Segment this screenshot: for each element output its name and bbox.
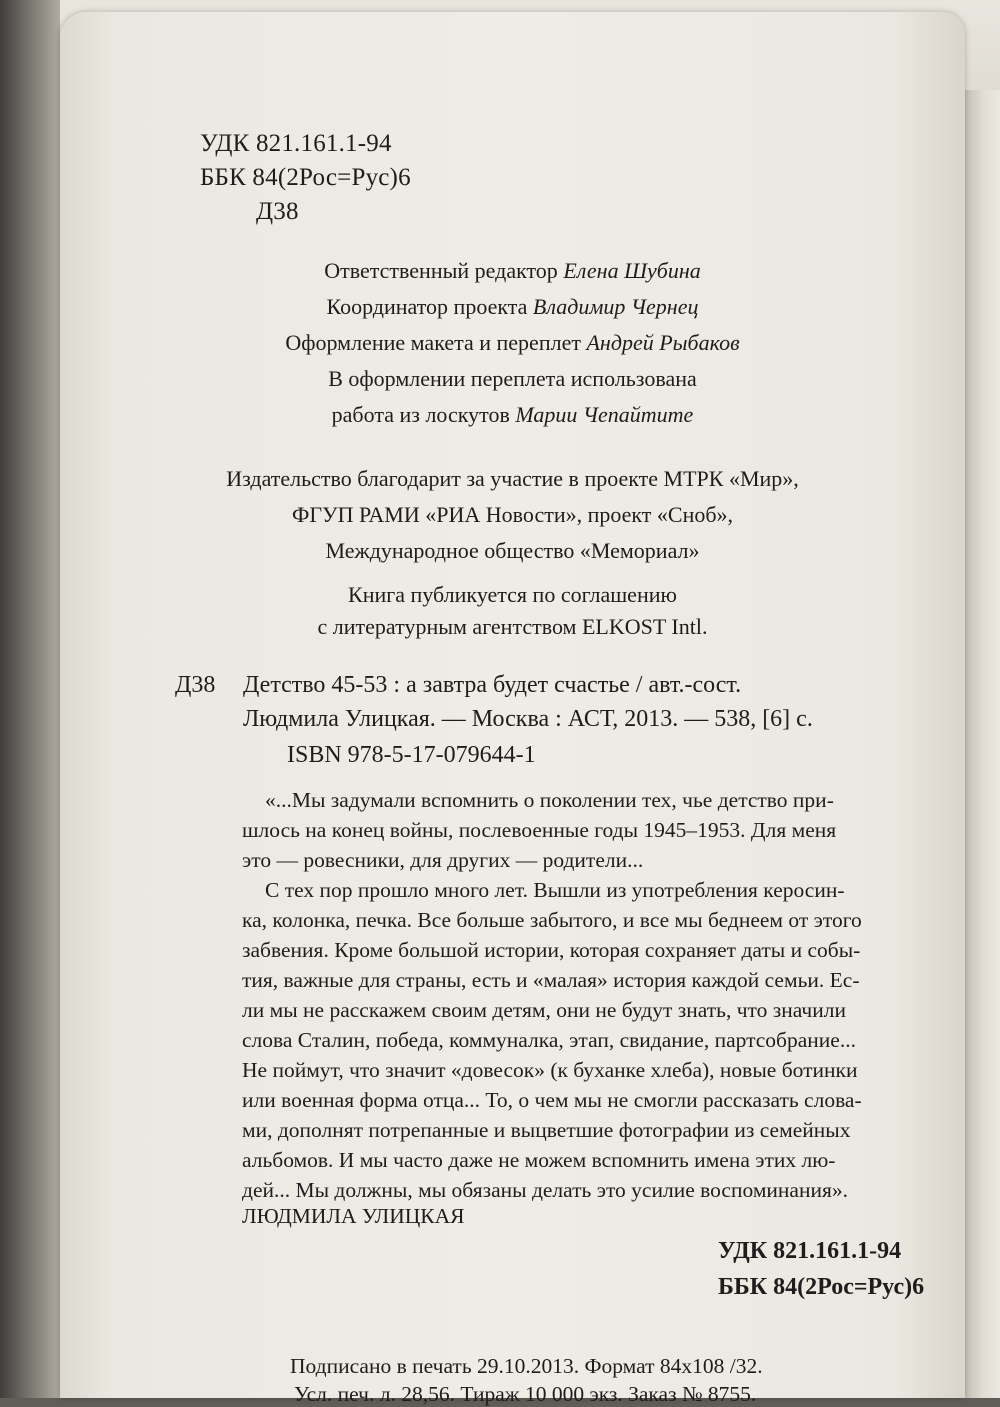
credit-line (60, 258, 965, 284)
annotation-line: это — ровесники, для других — родители... (242, 848, 644, 872)
annotation-line: альбомов. И мы часто даже не можем вспомнить имена этих лю- (242, 1148, 836, 1172)
udk-code-bottom: УДК 821.161.1-94 (718, 1238, 902, 1264)
credit-role: Координатор проекта (326, 294, 533, 319)
udk-code: УДК 821.161.1-94 (200, 130, 392, 157)
annotation-line: «...Мы задумали вспомнить о поколении тех, чье детство при- (265, 788, 834, 812)
annotation-line: или военная форма отца... То, о чем мы не смогли рассказать слова- (242, 1088, 862, 1112)
book-page (60, 12, 965, 1406)
annotation-line: забвения. Кроме большой истории, которая сохраняет даты и собы- (242, 938, 861, 962)
annotation-line: Не поймут, что значит «довесок» (к буханке хлеба), новые ботинки (242, 1058, 858, 1082)
entry-title: Детство 45-53 : а завтра будет счастье / авт.-сост. (243, 672, 742, 698)
bbk-code: ББК 84(2Рос=Рус)6 (200, 164, 411, 191)
acknowledgement-line: Издательство благодарит за участие в проекте МТРК «Мир», (226, 466, 799, 491)
credit-name: Владимир Чернец (532, 294, 699, 319)
annotation-signature: ЛЮДМИЛА УЛИЦКАЯ (242, 1204, 465, 1228)
agreement-line: Книга публикуется по соглашению (348, 582, 677, 607)
acknowledgement-line: Международное общество «Мемориал» (325, 538, 700, 563)
credit-line (60, 402, 965, 428)
annotation-line: ли мы не расскажем своим детям, они не будут знать, что значили (242, 998, 846, 1022)
author-mark: Д38 (256, 198, 299, 225)
credit-name: Марии Чепайтите (515, 402, 694, 427)
imprint-line: Усл. печ. л. 28,56. Тираж 10 000 экз. Заказ № 8755. (294, 1382, 757, 1406)
credit-name: Елена Шубина (563, 258, 701, 283)
credit-role: Оформление макета и переплет (285, 330, 587, 355)
entry-mark: Д38 (175, 672, 216, 698)
isbn: ISBN 978-5-17-079644-1 (287, 742, 536, 768)
acknowledgement-line: ФГУП РАМИ «РИА Новости», проект «Сноб», (291, 502, 734, 527)
annotation-line: ми, дополнят потрепанные и выцветшие фотографии из семейных (242, 1118, 851, 1142)
annotation-line: ка, колонка, печка. Все больше забытого, и все мы беднеем от этого (242, 908, 862, 932)
bbk-code-bottom: ББК 84(2Рос=Рус)6 (718, 1274, 925, 1300)
annotation-line: шлось на конец войны, послевоенные годы 1945–1953. Для меня (242, 818, 837, 842)
credit-role: Ответственный редактор (324, 258, 564, 283)
credit-line (60, 330, 965, 356)
agreement-line: с литературным агентством ELKOST Intl. (317, 614, 708, 639)
credit-role: В оформлении переплета использована (328, 366, 697, 391)
annotation-line: слова Сталин, победа, коммуналка, этап, свидание, партсобрание... (242, 1028, 856, 1052)
adjacent-page-edge (960, 90, 1000, 1398)
credit-role: работа из лоскутов (331, 402, 516, 427)
credit-line (60, 294, 965, 320)
credit-name: Андрей Рыбаков (586, 330, 740, 355)
annotation-line: дей... Мы должны, мы обязаны делать это усилие воспоминания». (242, 1178, 848, 1202)
credit-line (60, 366, 965, 392)
imprint-line: Подписано в печать 29.10.2013. Формат 84х108 /32. (290, 1354, 763, 1378)
annotation-line: тия, важные для страны, есть и «малая» история каждой семьи. Ес- (242, 968, 860, 992)
entry-publication: Людмила Улицкая. — Москва : АСТ, 2013. — 538, [6] с. (243, 706, 813, 732)
annotation-line: С тех пор прошло много лет. Вышли из употребления керосин- (265, 878, 845, 902)
